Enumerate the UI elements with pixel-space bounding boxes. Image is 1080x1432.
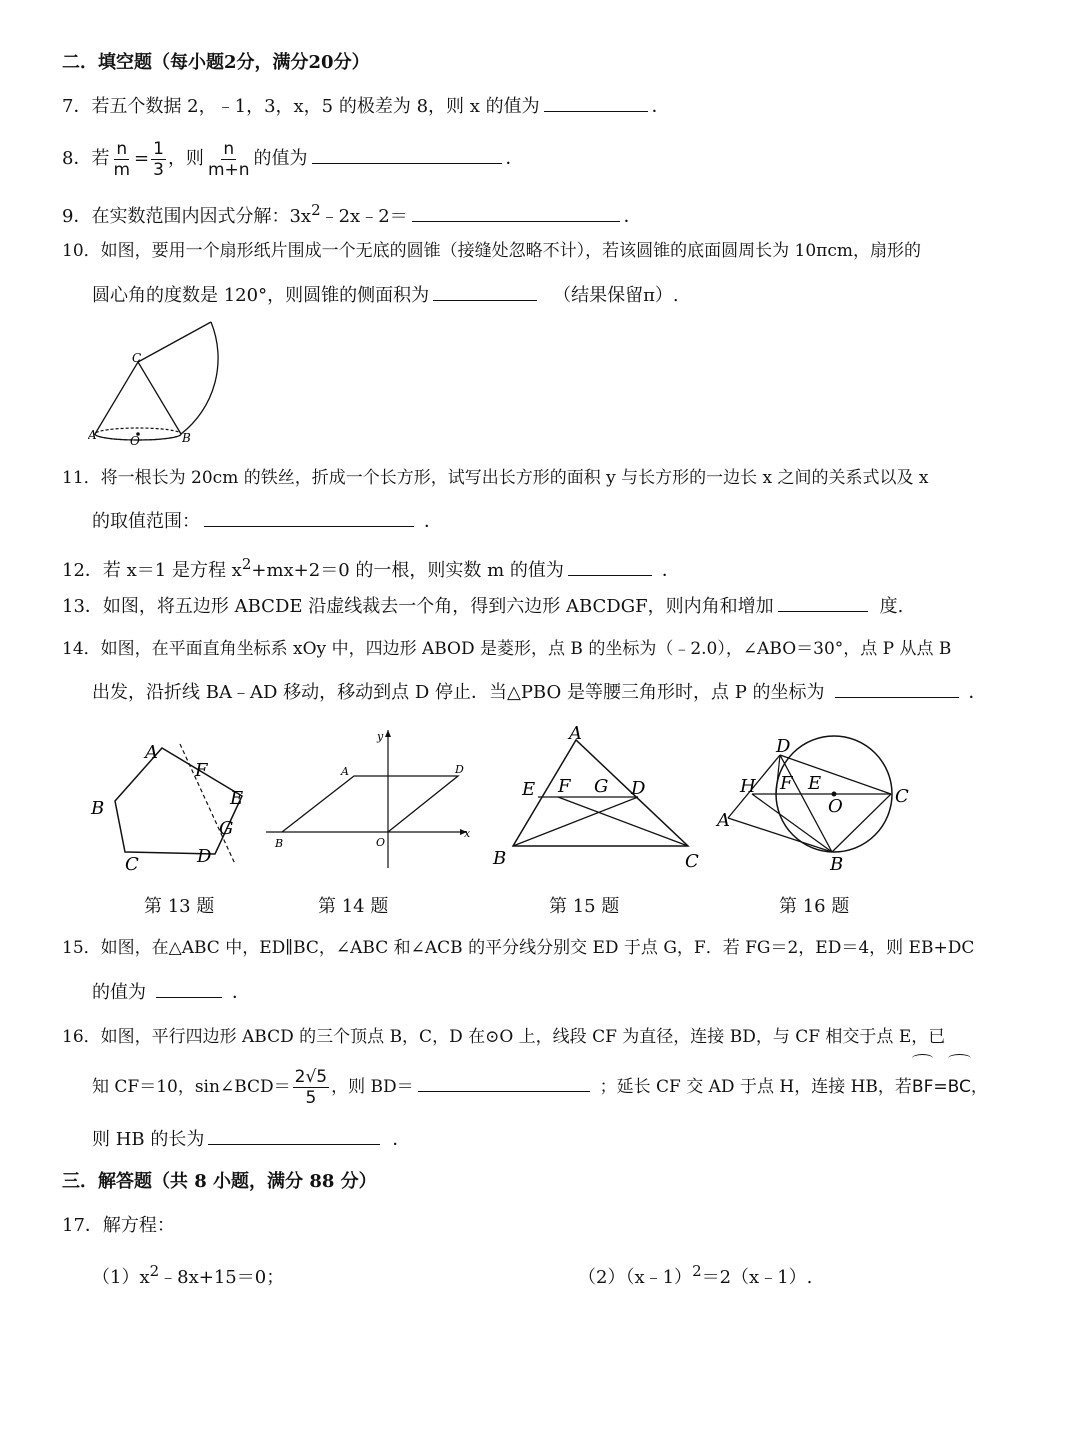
segment-dc [780,755,891,794]
question-10-line-1: 10．如图，要用一个扇形纸片围成一个无底的圆锥（接缝处忽略不计），若该圆锥的底面圆周长为 10πcm，扇形的 [62,241,921,261]
figure-16-circle [712,730,932,875]
question-15-line-2-pre: 的值为 [92,982,146,1003]
section-2-title: 二．填空题（每小题2分，满分20分） [62,52,370,73]
cone-left-edge [95,362,138,434]
question-13-prefix: 13．如图，将五边形 ABCDE 沿虚线裁去一个角，得到六边形 ABCDGF，则内角和增加 [62,596,774,617]
question-16-line-3-pre: 则 HB 的长为 [92,1129,205,1150]
answer-blank-10[interactable] [433,282,537,301]
rhombus-edges [282,776,458,832]
question-16-line-3 [92,1126,410,1153]
label-f: F [195,760,208,781]
question-15-end: ． [232,982,250,1003]
label-b: B [275,837,284,850]
question-7-text: 7．若五个数据 2，﹣1，3，x，5 的极差为 8，则 x 的值为 [62,96,540,117]
question-10-line-2-pre: 圆心角的度数是 120°，则圆锥的侧面积为 [92,285,430,306]
fraction-1-over-3: $\frac{1}{3}$ [153,138,164,180]
figure-14-rhombus [262,726,477,876]
fraction-n-over-m: $\frac{n}{m}$ [113,138,131,180]
label-g: G [594,776,609,797]
question-17-part-1 [92,1258,284,1291]
question-11-line-2 [92,508,442,535]
part-1-post: ﹣8x+15＝0； [159,1267,285,1288]
label-c: C [132,351,142,365]
arc-equals: = [933,1077,948,1097]
question-16-line-2 [92,1060,988,1114]
answer-blank-11[interactable] [204,508,414,527]
label-d: D [197,846,212,867]
label-b: B [182,431,191,445]
sector-radius [138,322,211,362]
label-x: x [464,827,471,840]
question-14-line-2-pre: 出发，沿折线 BA﹣AD 移动，移动到点 D 停止．当△PBO 是等腰三角形时，点 P 的坐标为 [92,682,825,703]
answer-blank-7[interactable] [544,93,648,112]
caption-figure-14: 第 14 题 [318,896,389,917]
label-o: O [376,836,386,849]
question-8-mid: ，则 [167,148,204,169]
question-14-end: ． [968,682,987,703]
bisector-b [513,797,638,846]
part-2-prefix: （2）（x﹣1） [578,1267,693,1288]
cone-right-edge [138,362,181,434]
question-13 [62,593,903,620]
question-9-prefix: 9．在实数范围内因式分解：3x [62,206,312,227]
answer-blank-8[interactable] [312,145,502,164]
question-12-post: +mx+2＝0 的一根，则实数 m 的值为 [251,560,564,581]
label-b: B [830,854,844,875]
arc-end: ， [970,1077,988,1097]
question-7 [62,93,670,120]
question-11-end: ． [424,511,442,532]
question-15-line-2 [92,979,250,1006]
label-o: O [130,434,140,448]
answer-blank-9[interactable] [412,203,620,222]
label-y: y [377,730,384,743]
label-a: A [717,810,730,831]
label-b: B [91,798,105,819]
label-a: A [341,765,349,778]
answer-blank-15[interactable] [156,979,222,998]
question-16-end: ． [392,1129,411,1150]
part-1-prefix: （1）x [92,1267,150,1288]
label-e: E [230,788,244,809]
cone-sector-figure [88,318,233,448]
label-f: F [780,773,793,794]
label-b: B [493,848,507,869]
segment-hb [752,794,832,852]
label-e: E [522,779,536,800]
answer-blank-13[interactable] [778,593,868,612]
question-9-end: ． [623,206,642,227]
sector-arc [181,322,218,434]
question-12 [62,551,680,584]
question-17-part-2 [578,1258,812,1291]
answer-blank-16-hb[interactable] [208,1126,380,1145]
label-h: H [740,776,756,797]
label-d: D [631,778,646,799]
equals-sign: = [134,148,150,169]
section-3-title: 三．解答题（共 8 小题，满分 88 分） [62,1171,377,1192]
label-f: F [558,776,571,797]
label-e: E [808,773,822,794]
question-11-line-2-pre: 的取值范围： [92,511,200,532]
question-11-line-1: 11．将一根长为 20cm 的铁丝，折成一个长方形，试写出长方形的面积 y 与长方形的一边长 x 之间的关系式以及 x [62,468,929,488]
question-8-post: 的值为 [253,148,308,169]
label-g: G [219,818,234,839]
question-9 [62,197,642,230]
question-16-line-2-pre: 知 CF＝10，sin∠BCD＝ [92,1077,291,1097]
question-10-line-2 [92,282,679,309]
question-9-post: ﹣2x﹣2＝ [320,206,408,227]
question-16-line-2-mid: ，则 BD＝ [331,1077,414,1097]
answer-blank-12[interactable] [568,557,652,576]
question-8-prefix: 8．若 [62,148,110,169]
answer-blank-16-bd[interactable] [418,1073,590,1092]
question-7-end: ． [651,96,670,117]
question-14-line-1: 14．如图，在平面直角坐标系 xOy 中，四边形 ABOD 是菱形，点 B 的坐标为（﹣2.0），∠ABO＝30°，点 P 从点 B [62,639,952,659]
part-2-post: ＝2（x﹣1）. [701,1267,813,1288]
question-8-end: ． [505,148,524,169]
label-d: D [776,736,791,757]
y-axis-arrow [385,730,391,737]
question-17-title: 17．解方程： [62,1215,175,1236]
figure-15-triangle [488,722,703,877]
question-16-line-2-post: ；延长 CF 交 AD 于点 H，连接 HB，若 [599,1077,912,1097]
question-12-prefix: 12．若 x＝1 是方程 x [62,560,242,581]
question-9-sup: 2 [311,201,321,219]
label-o: O [828,796,843,817]
label-a: A [569,723,582,744]
fraction-n-over-m-plus-n: $\frac{n}{m+n}$ [207,138,250,180]
caption-figure-16: 第 16 题 [779,896,850,917]
bisector-c [558,797,688,846]
question-12-sup: 2 [241,555,252,573]
label-c: C [685,851,699,872]
caption-figure-15: 第 15 题 [549,896,620,917]
question-8 [62,136,524,182]
question-10-line-2-post: （结果保留π）. [553,285,679,306]
answer-blank-14[interactable] [835,679,959,698]
question-12-end: ． [661,560,680,581]
question-14-line-2 [92,679,987,706]
part-1-sup: 2 [149,1262,160,1280]
arc-bc: BC [948,1060,971,1114]
question-13-end: 度. [879,596,904,617]
label-c: C [895,786,909,807]
label-a: A [145,742,158,763]
arc-bf: BF [912,1060,933,1114]
label-a: A [88,428,97,442]
label-d: D [455,763,464,776]
figure-13-pentagon [85,736,255,876]
caption-figure-13: 第 13 题 [144,896,215,917]
question-16-line-1: 16．如图，平行四边形 ABCD 的三个顶点 B，C，D 在⊙O 上，线段 CF 为直径，连接 BD，与 CF 相交于点 E，已 [62,1027,946,1047]
part-2-sup: 2 [692,1262,702,1280]
fraction-2root5-over-5: $\frac{2√5}{5}$ [294,1067,328,1108]
label-c: C [125,854,139,875]
question-15-line-1: 15．如图，在△ABC 中，ED∥BC，∠ABC 和∠ACB 的平分线分别交 ED 于点 G，F．若 FG＝2，ED＝4，则 EB+DC [62,938,975,958]
